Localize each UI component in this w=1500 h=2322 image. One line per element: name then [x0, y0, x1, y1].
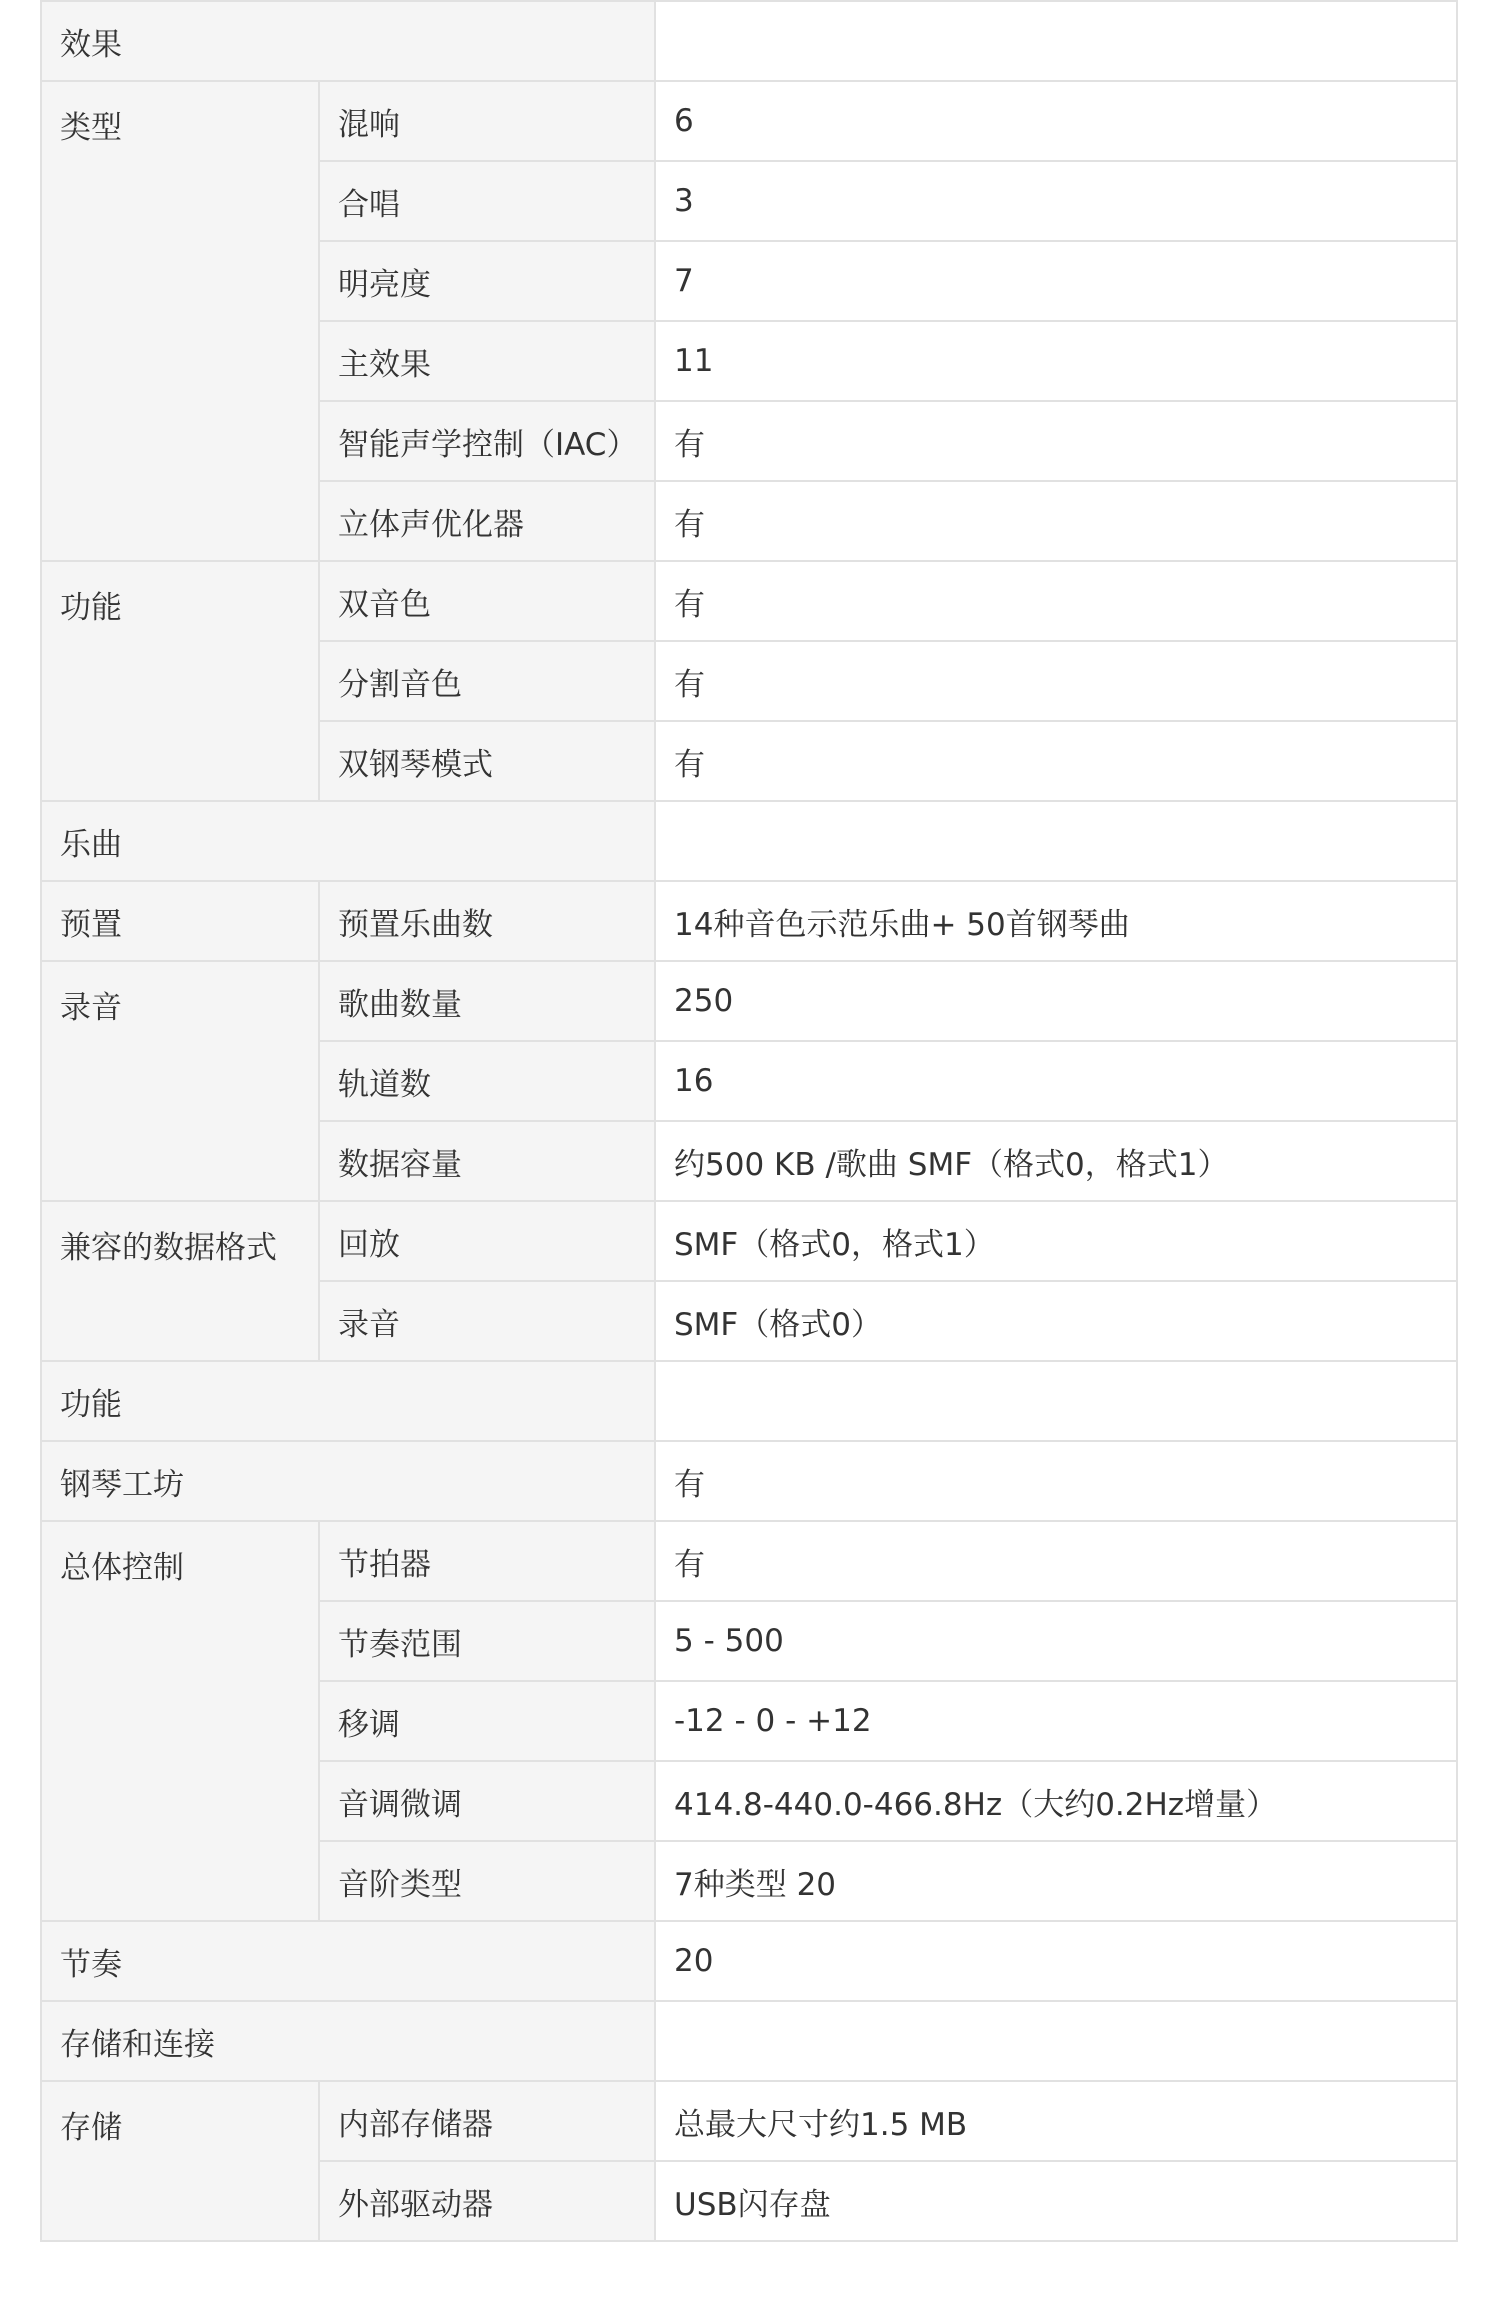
table-row	[41, 81, 1457, 161]
item-label: 轨道数	[319, 1041, 655, 1121]
spec-table	[40, 0, 1458, 2242]
table-row	[41, 801, 1457, 881]
value-cell: 有	[655, 641, 1457, 721]
item-label: 移调	[319, 1681, 655, 1761]
value-cell: 7种类型 20	[655, 1841, 1457, 1921]
item-label: 回放	[319, 1201, 655, 1281]
value-cell: SMF（格式0）	[655, 1281, 1457, 1361]
group-label: 录音	[41, 961, 319, 1201]
group-label: 类型	[41, 81, 319, 561]
group-label: 钢琴工坊	[41, 1441, 655, 1521]
section-header: 乐曲	[41, 801, 655, 881]
section-header: 功能	[41, 1361, 655, 1441]
value-cell: 250	[655, 961, 1457, 1041]
item-label: 数据容量	[319, 1121, 655, 1201]
value-cell: -12 - 0 - +12	[655, 1681, 1457, 1761]
group-label: 预置	[41, 881, 319, 961]
value-cell: 有	[655, 481, 1457, 561]
item-label: 节拍器	[319, 1521, 655, 1601]
value-cell: SMF（格式0，格式1）	[655, 1201, 1457, 1281]
item-label: 音调微调	[319, 1761, 655, 1841]
value-cell: 20	[655, 1921, 1457, 2001]
value-cell: 有	[655, 721, 1457, 801]
value-cell	[655, 801, 1457, 881]
value-cell: 16	[655, 1041, 1457, 1121]
table-row	[41, 1361, 1457, 1441]
item-label: 音阶类型	[319, 1841, 655, 1921]
value-cell: USB闪存盘	[655, 2161, 1457, 2241]
item-label: 分割音色	[319, 641, 655, 721]
value-cell	[655, 1361, 1457, 1441]
item-label: 主效果	[319, 321, 655, 401]
item-label: 节奏范围	[319, 1601, 655, 1681]
value-cell: 3	[655, 161, 1457, 241]
value-cell: 有	[655, 561, 1457, 641]
group-label: 功能	[41, 561, 319, 801]
group-label: 存储	[41, 2081, 319, 2241]
value-cell: 总最大尺寸约1.5 MB	[655, 2081, 1457, 2161]
item-label: 预置乐曲数	[319, 881, 655, 961]
value-cell: 414.8-440.0-466.8Hz（大约0.2Hz增量）	[655, 1761, 1457, 1841]
table-row	[41, 881, 1457, 961]
section-header: 存储和连接	[41, 2001, 655, 2081]
value-cell: 约500 KB /歌曲 SMF（格式0，格式1）	[655, 1121, 1457, 1201]
table-row	[41, 2001, 1457, 2081]
item-label: 录音	[319, 1281, 655, 1361]
table-row	[41, 1201, 1457, 1281]
item-label: 歌曲数量	[319, 961, 655, 1041]
item-label: 合唱	[319, 161, 655, 241]
value-cell: 6	[655, 81, 1457, 161]
item-label: 智能声学控制（IAC）	[319, 401, 655, 481]
table-row	[41, 2081, 1457, 2161]
table-row	[41, 1, 1457, 81]
value-cell: 5 - 500	[655, 1601, 1457, 1681]
item-label: 混响	[319, 81, 655, 161]
section-header: 效果	[41, 1, 655, 81]
item-label: 明亮度	[319, 241, 655, 321]
group-label: 总体控制	[41, 1521, 319, 1921]
item-label: 外部驱动器	[319, 2161, 655, 2241]
table-row	[41, 961, 1457, 1041]
table-row	[41, 1921, 1457, 2001]
item-label: 立体声优化器	[319, 481, 655, 561]
value-cell: 有	[655, 1521, 1457, 1601]
item-label: 内部存储器	[319, 2081, 655, 2161]
value-cell: 11	[655, 321, 1457, 401]
value-cell	[655, 1, 1457, 81]
table-row	[41, 1521, 1457, 1601]
table-row	[41, 1441, 1457, 1521]
value-cell: 有	[655, 401, 1457, 481]
item-label: 双音色	[319, 561, 655, 641]
group-label: 节奏	[41, 1921, 655, 2001]
item-label: 双钢琴模式	[319, 721, 655, 801]
group-label: 兼容的数据格式	[41, 1201, 319, 1361]
value-cell: 有	[655, 1441, 1457, 1521]
table-row	[41, 561, 1457, 641]
value-cell: 14种音色示范乐曲+ 50首钢琴曲	[655, 881, 1457, 961]
value-cell: 7	[655, 241, 1457, 321]
value-cell	[655, 2001, 1457, 2081]
